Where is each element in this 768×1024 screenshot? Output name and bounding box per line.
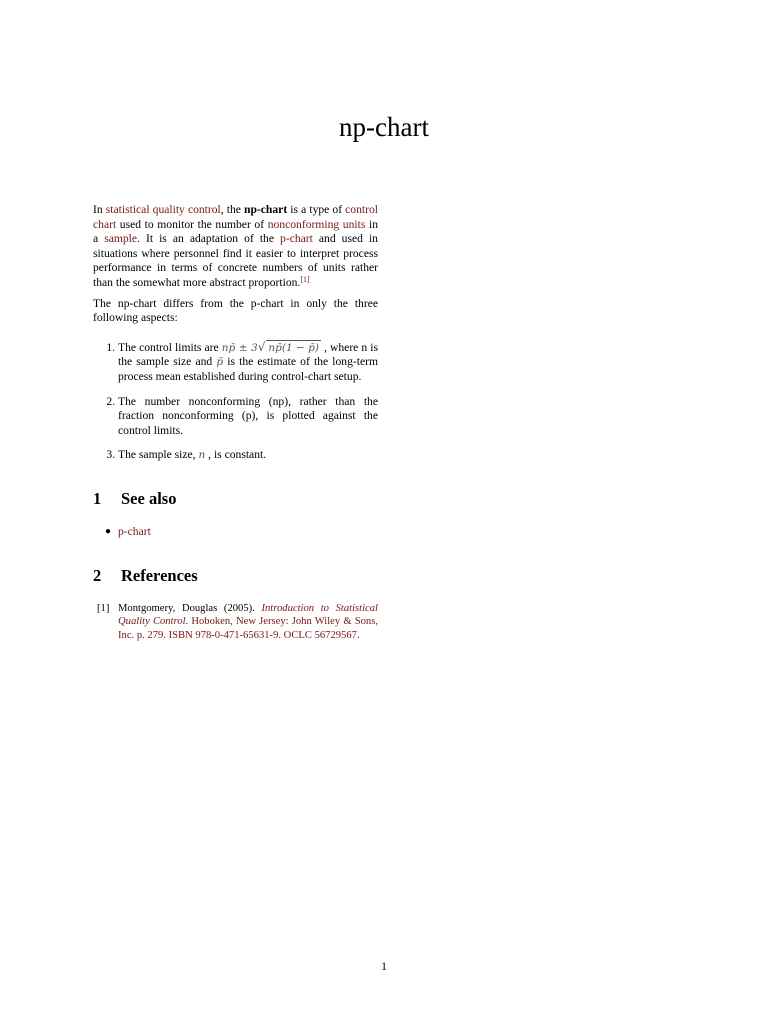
aspects-list — [93, 340, 378, 463]
section-heading-references — [93, 566, 378, 586]
see-also-item — [105, 524, 378, 540]
link-statistical-quality-control[interactable]: statistical quality control — [105, 203, 221, 216]
intro-text: and used in situations where personnel find it easier to interpret process performance in terms of concrete numbers of units rather than the somewhat more abstract proportion. — [93, 232, 378, 289]
formula-prefix: np̄ ± 3 — [221, 341, 258, 354]
intro-text: , the — [220, 203, 245, 216]
sqrt-sign: √ — [257, 339, 266, 354]
aspects-intro: The np-chart differs from the p-chart in only the three following aspects: — [93, 296, 378, 325]
reference-sep: . — [278, 629, 284, 641]
page-title: np-chart — [339, 112, 429, 142]
aspect-text: , where n is the sample size and — [118, 340, 378, 369]
aspect-text: , is constant. — [205, 448, 267, 462]
aspect-text: The control limits are — [118, 340, 222, 354]
section-number: 2 — [93, 565, 102, 585]
reference-isbn-link[interactable]: ISBN 978-0-471-65631-9 — [168, 629, 279, 641]
aspect-item-3 — [118, 448, 378, 463]
link-p-chart[interactable]: p-chart — [280, 232, 313, 246]
citation-1[interactable]: [1] — [300, 274, 310, 284]
link-see-also-p-chart[interactable]: p-chart — [118, 524, 151, 538]
intro-text: in a — [93, 217, 378, 246]
reference-title: Introduction to Statistical Quality Control — [118, 602, 378, 628]
pbar-symbol: p̄ — [216, 356, 224, 369]
link-nonconforming-units[interactable]: nonconforming units — [267, 217, 366, 231]
reference-author: Montgomery, Douglas (2005). — [118, 602, 262, 614]
reference-end: . — [356, 629, 360, 641]
aspect-item-1 — [118, 340, 378, 385]
reference-text — [118, 602, 378, 643]
reference-number: [1] — [97, 602, 110, 614]
reference-publisher-link[interactable]: . Hoboken, New Jersey: John Wiley & Sons, Inc. p. 279. — [118, 616, 378, 641]
term-np-chart: np-chart — [244, 203, 288, 216]
article-body — [93, 203, 378, 642]
section-title: References — [121, 565, 198, 585]
aspect-item-2: 2. The number nonconforming (np), rather than the fraction nonconforming (p), is plotted against the control limits. — [118, 395, 378, 439]
see-also-list — [93, 525, 378, 540]
intro-paragraph — [93, 203, 378, 291]
section-heading-see-also — [93, 489, 378, 509]
reference-oclc-link[interactable]: OCLC 56729567 — [283, 629, 357, 641]
link-sample[interactable]: sample — [104, 232, 138, 246]
intro-text: used to monitor the number of — [116, 217, 268, 231]
reference-item — [93, 602, 378, 643]
intro-text: is a type of — [287, 203, 346, 216]
aspect-text: is the estimate of the long-term process mean established during control-chart setup. — [118, 355, 378, 383]
aspect-text: The sample size, — [118, 448, 199, 462]
intro-text: . It is an adaptation of the — [137, 232, 281, 246]
bullet-icon: ● — [105, 525, 112, 537]
section-title: See also — [121, 488, 177, 508]
section-number: 1 — [93, 488, 102, 508]
n-symbol: n — [198, 449, 206, 462]
intro-text: In — [93, 203, 106, 216]
formula-radicand: np̄(1 − p̄) — [268, 341, 319, 354]
control-limits-formula — [221, 339, 321, 354]
page-number: 1 — [381, 960, 387, 973]
link-control-chart[interactable]: control chart — [93, 203, 378, 231]
